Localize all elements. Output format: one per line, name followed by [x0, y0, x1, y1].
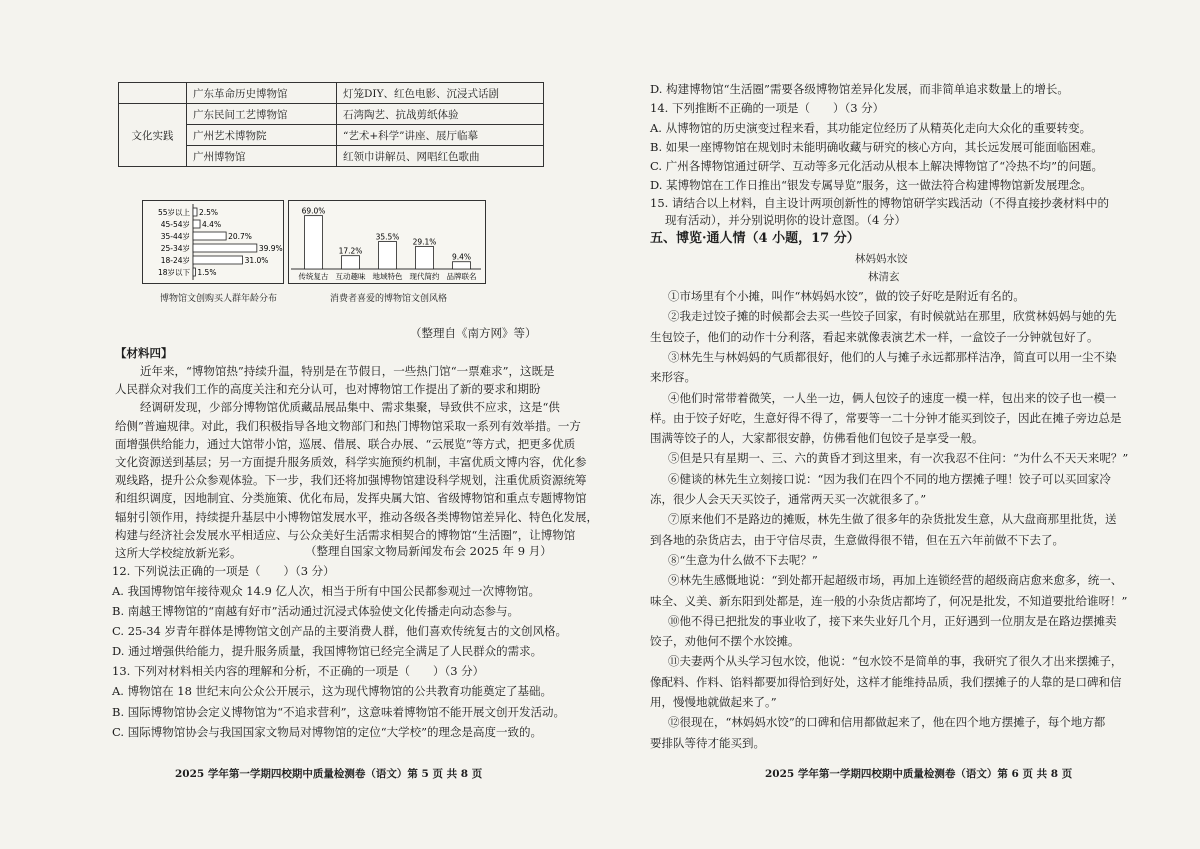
- question-14: 14. 下列推断不正确的一项是（ ）（3 分）: [650, 101, 885, 115]
- data-label: 35.5%: [375, 232, 400, 242]
- story-line: 到各地的杂货店去，由于守信尽责，生意做得很不错，但在五六年前做不下去了。: [650, 532, 1064, 547]
- bar: [193, 232, 226, 240]
- tick-label: 55岁以上: [157, 208, 190, 217]
- table-cell-activity: 红领巾讲解员、网唱红色歌曲: [337, 146, 544, 167]
- story-line: 来形容。: [650, 370, 696, 385]
- material-four-heading: 【材料四】: [115, 346, 173, 360]
- tick-label: 品牌联名: [446, 272, 477, 281]
- table-cell-category: 文化实践: [119, 104, 187, 167]
- story-line: ①市场里有个小摊，叫作“林妈妈水饺”，做的饺子好吃是附近有名的。: [668, 289, 1025, 303]
- data-label: 17.2%: [338, 246, 363, 256]
- data-label: 29.1%: [412, 237, 437, 247]
- question-option: D. 通过增强供给能力，提升服务质量，我国博物馆已经完全满足了人民群众的需求。: [112, 644, 543, 658]
- question-option: C. 国际博物馆协会与我国国家文物局对博物馆的定位“大学校”的理念是高度一致的。: [112, 725, 542, 739]
- style-preference-chart-frame: [288, 200, 486, 284]
- style-chart-title: 消费者喜爱的博物馆文创风格: [330, 294, 448, 304]
- material-line: 观线路，提升公众参观体验。下一步，我们还将加强博物馆建设科学规划，注重优质资源统筹: [115, 473, 587, 488]
- table-cell-venue: 广东民间工艺博物馆: [187, 104, 337, 125]
- data-label: 39.9%: [258, 244, 283, 253]
- data-label: 2.5%: [199, 208, 219, 217]
- material-line: 构建与经济社会发展水平相适应、与公众美好生活需求相契合的博物馆“生活圈”，让博物馆: [115, 527, 576, 542]
- bar: [193, 268, 195, 276]
- age-chart-title: 博物馆文创购买人群年龄分布: [160, 294, 278, 304]
- story-line: 样。由于饺子好吃，生意好得不得了，常要等一二十分钟才能买到饺子，因此在摊子旁边总是: [650, 410, 1122, 425]
- story-line: 要排队等待才能买到。: [650, 735, 765, 750]
- bar: [193, 256, 243, 264]
- story-line: ⑩他不得已把批发的事业收了，接下来失业好几个月，正好遇到一位朋友是在路边摆摊卖: [668, 613, 1117, 628]
- tick-label: 互动趣味: [335, 272, 366, 281]
- right-page: [600, 0, 1200, 849]
- material-line: 和组织调度，因地制宜、分类施策、优化布局，发挥央属大馆、省级博物馆和重点专题博物馆: [115, 491, 587, 506]
- question-option: D. 某博物馆在工作日推出“银发专属导览”服务，这一做法符合构建博物馆新发展理念。: [650, 178, 1092, 192]
- material-line: 这所大学校绽放新光彩。: [115, 546, 242, 560]
- question-option: B. 国际博物馆协会定义博物馆为“不追求营利”，这意味着博物馆不能开展文创开发活动。: [112, 704, 566, 719]
- story-line: ⑪夫妻两个从头学习包水饺，他说：“包水饺不是简单的事，我研究了很久才出来摆摊子，: [668, 654, 1123, 669]
- tick-label: 35-44岁: [160, 232, 190, 241]
- data-label: 4.4%: [202, 220, 222, 229]
- bar: [305, 216, 323, 269]
- table-row: [119, 83, 544, 104]
- tick-label: 现代简约: [409, 272, 440, 281]
- tick-label: 18-24岁: [160, 256, 190, 265]
- bar: [193, 220, 200, 228]
- story-line: ⑫很现在，“林妈妈水饺”的口碑和信用都做起来了，他在四个地方摆摊子，每个地方都: [668, 715, 1106, 730]
- story-line: ⑧“生意为什么做不下去呢？”: [668, 552, 818, 567]
- table-cell-activity: 灯笼DIY、红色电影、沉浸式话剧: [337, 83, 544, 104]
- story-author: 林清玄: [868, 271, 900, 283]
- story-line: 围满等饺子的人，大家都很安静，仿佛看他们包饺子是享受一般。: [650, 431, 984, 446]
- story-line: ⑨林先生感慨地说：“到处都开起超级市场，再加上连锁经营的超级商店愈来愈多，统一、: [668, 573, 1123, 588]
- bar: [193, 244, 257, 252]
- source-note: （整理自国家文物局新闻发布会 2025 年 9 月）: [305, 544, 552, 558]
- question-option: A. 博物馆在 18 世纪末向公众公开展示，这为现代博物馆的公共教育功能奠定了基础。: [112, 684, 553, 698]
- story-line: 用，慢慢地就做起来了。”: [650, 695, 777, 709]
- table-cell-venue: 广州艺术博物院: [187, 125, 337, 146]
- question-option: A. 从博物馆的历史演变过程来看，其功能定位经历了从精英化走向大众化的重要转变。: [650, 121, 1092, 135]
- table-cell-activity: 石湾陶艺、抗战剪纸体验: [337, 104, 544, 125]
- question-option: C. 25-34 岁青年群体是博物馆文创产品的主要消费人群，他们喜欢传统复古的文创风格。: [112, 624, 568, 638]
- material-line: 人民群众对我们工作的高度关注和充分认可，也对博物馆工作提出了新的要求和期盼: [115, 382, 541, 397]
- material-line: 文化资源送到基层；另一方面提升服务质效，科学实施预约机制，丰富优质文博内容，优化参: [115, 455, 587, 469]
- source-note: （整理自《南方网》等）: [410, 326, 537, 340]
- data-label: 20.7%: [228, 232, 252, 241]
- material-line: 经调研发现，少部分博物馆优质藏品展品集中、需求集聚，导致供不应求，这是“供: [140, 400, 560, 415]
- question-15-line: 现有活动），并分别说明你的设计意图。（4 分）: [665, 213, 906, 227]
- data-label: 31.0%: [244, 256, 269, 265]
- material-line: 近年来，“博物馆热”持续升温，特别是在节假日，一些热门馆“一票难求”，这既是: [140, 364, 555, 378]
- material-line: 辐射引领作用，持续提升基层中小博物馆发展水平，推动各级各类博物馆差异化、特色化发展，: [115, 509, 598, 524]
- story-line: ⑤但是只有星期一、三、六的黄昏才到这里来，有一次我忍不住问：“为什么不天天来呢？”: [668, 451, 1129, 466]
- tick-label: 25-34岁: [160, 244, 190, 253]
- bar: [453, 262, 471, 269]
- style-preference-chart: [289, 201, 485, 283]
- age-distribution-chart: [143, 201, 283, 283]
- question-13: 13. 下列对材料相关内容的理解和分析，不正确的一项是（ ）（3 分）: [112, 664, 485, 678]
- table-cell-category: [119, 83, 187, 104]
- bar: [342, 256, 360, 269]
- story-line: 饺子，劝他何不摆个水饺摊。: [650, 634, 800, 649]
- data-label: 69.0%: [301, 206, 326, 216]
- page-footer: 2025 学年第一学期四校期中质量检测卷（语文）第 6 页 共 8 页: [765, 768, 1073, 780]
- table-cell-activity: “艺术+科学”讲座、展厅临摹: [337, 125, 544, 146]
- question-option: A. 我国博物馆年接待观众 14.9 亿人次，相当于所有中国公民都参观过一次博物馆。: [112, 584, 541, 598]
- story-line: ⑦原来他们不是路边的摊贩，林先生做了很多年的杂货批发生意，从大盘商那里批货，送: [668, 512, 1117, 527]
- tick-label: 45-54岁: [160, 220, 190, 229]
- material-line: 面增强供给能力，通过大馆带小馆，巡展、借展、联合办展、“云展览”等方式，把更多优质: [115, 436, 576, 451]
- age-distribution-chart-frame: [142, 200, 284, 284]
- question-option: C. 广州各博物馆通过研学、互动等多元化活动从根本上解决博物馆了“冷热不均”的问题。: [650, 159, 1103, 173]
- table-cell-venue: 广州博物馆: [187, 146, 337, 167]
- bar: [379, 242, 397, 269]
- story-line: 冻，很少人会天天买饺子，通常两天买一次就很多了。”: [650, 492, 927, 506]
- material-line: 给侧”普遍规律。对此，我们积极指导各地文物部门和热门博物馆采取一系列有效举措。一方: [115, 418, 581, 433]
- culture-practice-table: [118, 82, 544, 167]
- story-line: 生包饺子，他们的动作十分利落，看起来就像表演艺术一样，一盒饺子一分钟就包好了。: [650, 329, 1099, 344]
- question-13-option-d: D. 构建博物馆“生活圈”需要各级博物馆差异化发展，而非简单追求数量上的增长。: [650, 82, 1069, 96]
- data-label: 9.4%: [451, 252, 472, 262]
- story-title: 林妈妈水饺: [855, 253, 908, 265]
- story-line: 味全、义美、新东阳到处都是，连一般的小杂货店都垮了，何况是批发，不知道要批给谁呀！”: [650, 593, 1128, 608]
- question-option: B. 如果一座博物馆在规划时未能明确收藏与研究的核心方向，其长远发展可能面临困难。: [650, 140, 1103, 154]
- story-line: ②我走过饺子摊的时候都会去买一些饺子回家，有时候就站在那里，欣赏林妈妈与她的先: [668, 309, 1117, 324]
- tick-label: 传统复古: [298, 272, 329, 281]
- table-cell-venue: 广东革命历史博物馆: [187, 83, 337, 104]
- bar: [416, 246, 434, 269]
- table-row: [119, 104, 544, 125]
- question-option: B. 南越王博物馆的“南越有好市”活动通过沉浸式体验使文化传播走向动态参与。: [112, 604, 520, 618]
- data-label: 1.5%: [197, 268, 217, 277]
- section-heading: 五、博览·通人情（4 小题，17 分）: [650, 231, 860, 246]
- question-15-line: 15. 请结合以上材料，自主设计两项创新性的博物馆研学实践活动（不得直接抄袭材料中的: [650, 196, 1109, 210]
- tick-label: 18岁以下: [157, 268, 190, 277]
- bar: [193, 208, 197, 216]
- story-line: ③林先生与林妈妈的气质都很好，他们的人与摊子永远都那样洁净，简直可以用一尘不染: [668, 349, 1117, 364]
- page-footer: 2025 学年第一学期四校期中质量检测卷（语文）第 5 页 共 8 页: [175, 768, 483, 780]
- story-line: 像配料、作料、馅料都要加得恰到好处，这样才能维持品质，我们摆摊子的人靠的是口碑和信: [650, 674, 1122, 689]
- tick-label: 地域特色: [372, 272, 403, 281]
- story-line: ⑥健谈的林先生立刻接口说：“因为我们在四个不同的地方摆摊子哩！饺子可以买回家冷: [668, 471, 1111, 486]
- question-12: 12. 下列说法正确的一项是（ ）（3 分）: [112, 564, 335, 578]
- story-line: ④他们时常带着微笑，一人坐一边，俩人包饺子的速度一模一样，包出来的饺子也一模一: [668, 390, 1117, 405]
